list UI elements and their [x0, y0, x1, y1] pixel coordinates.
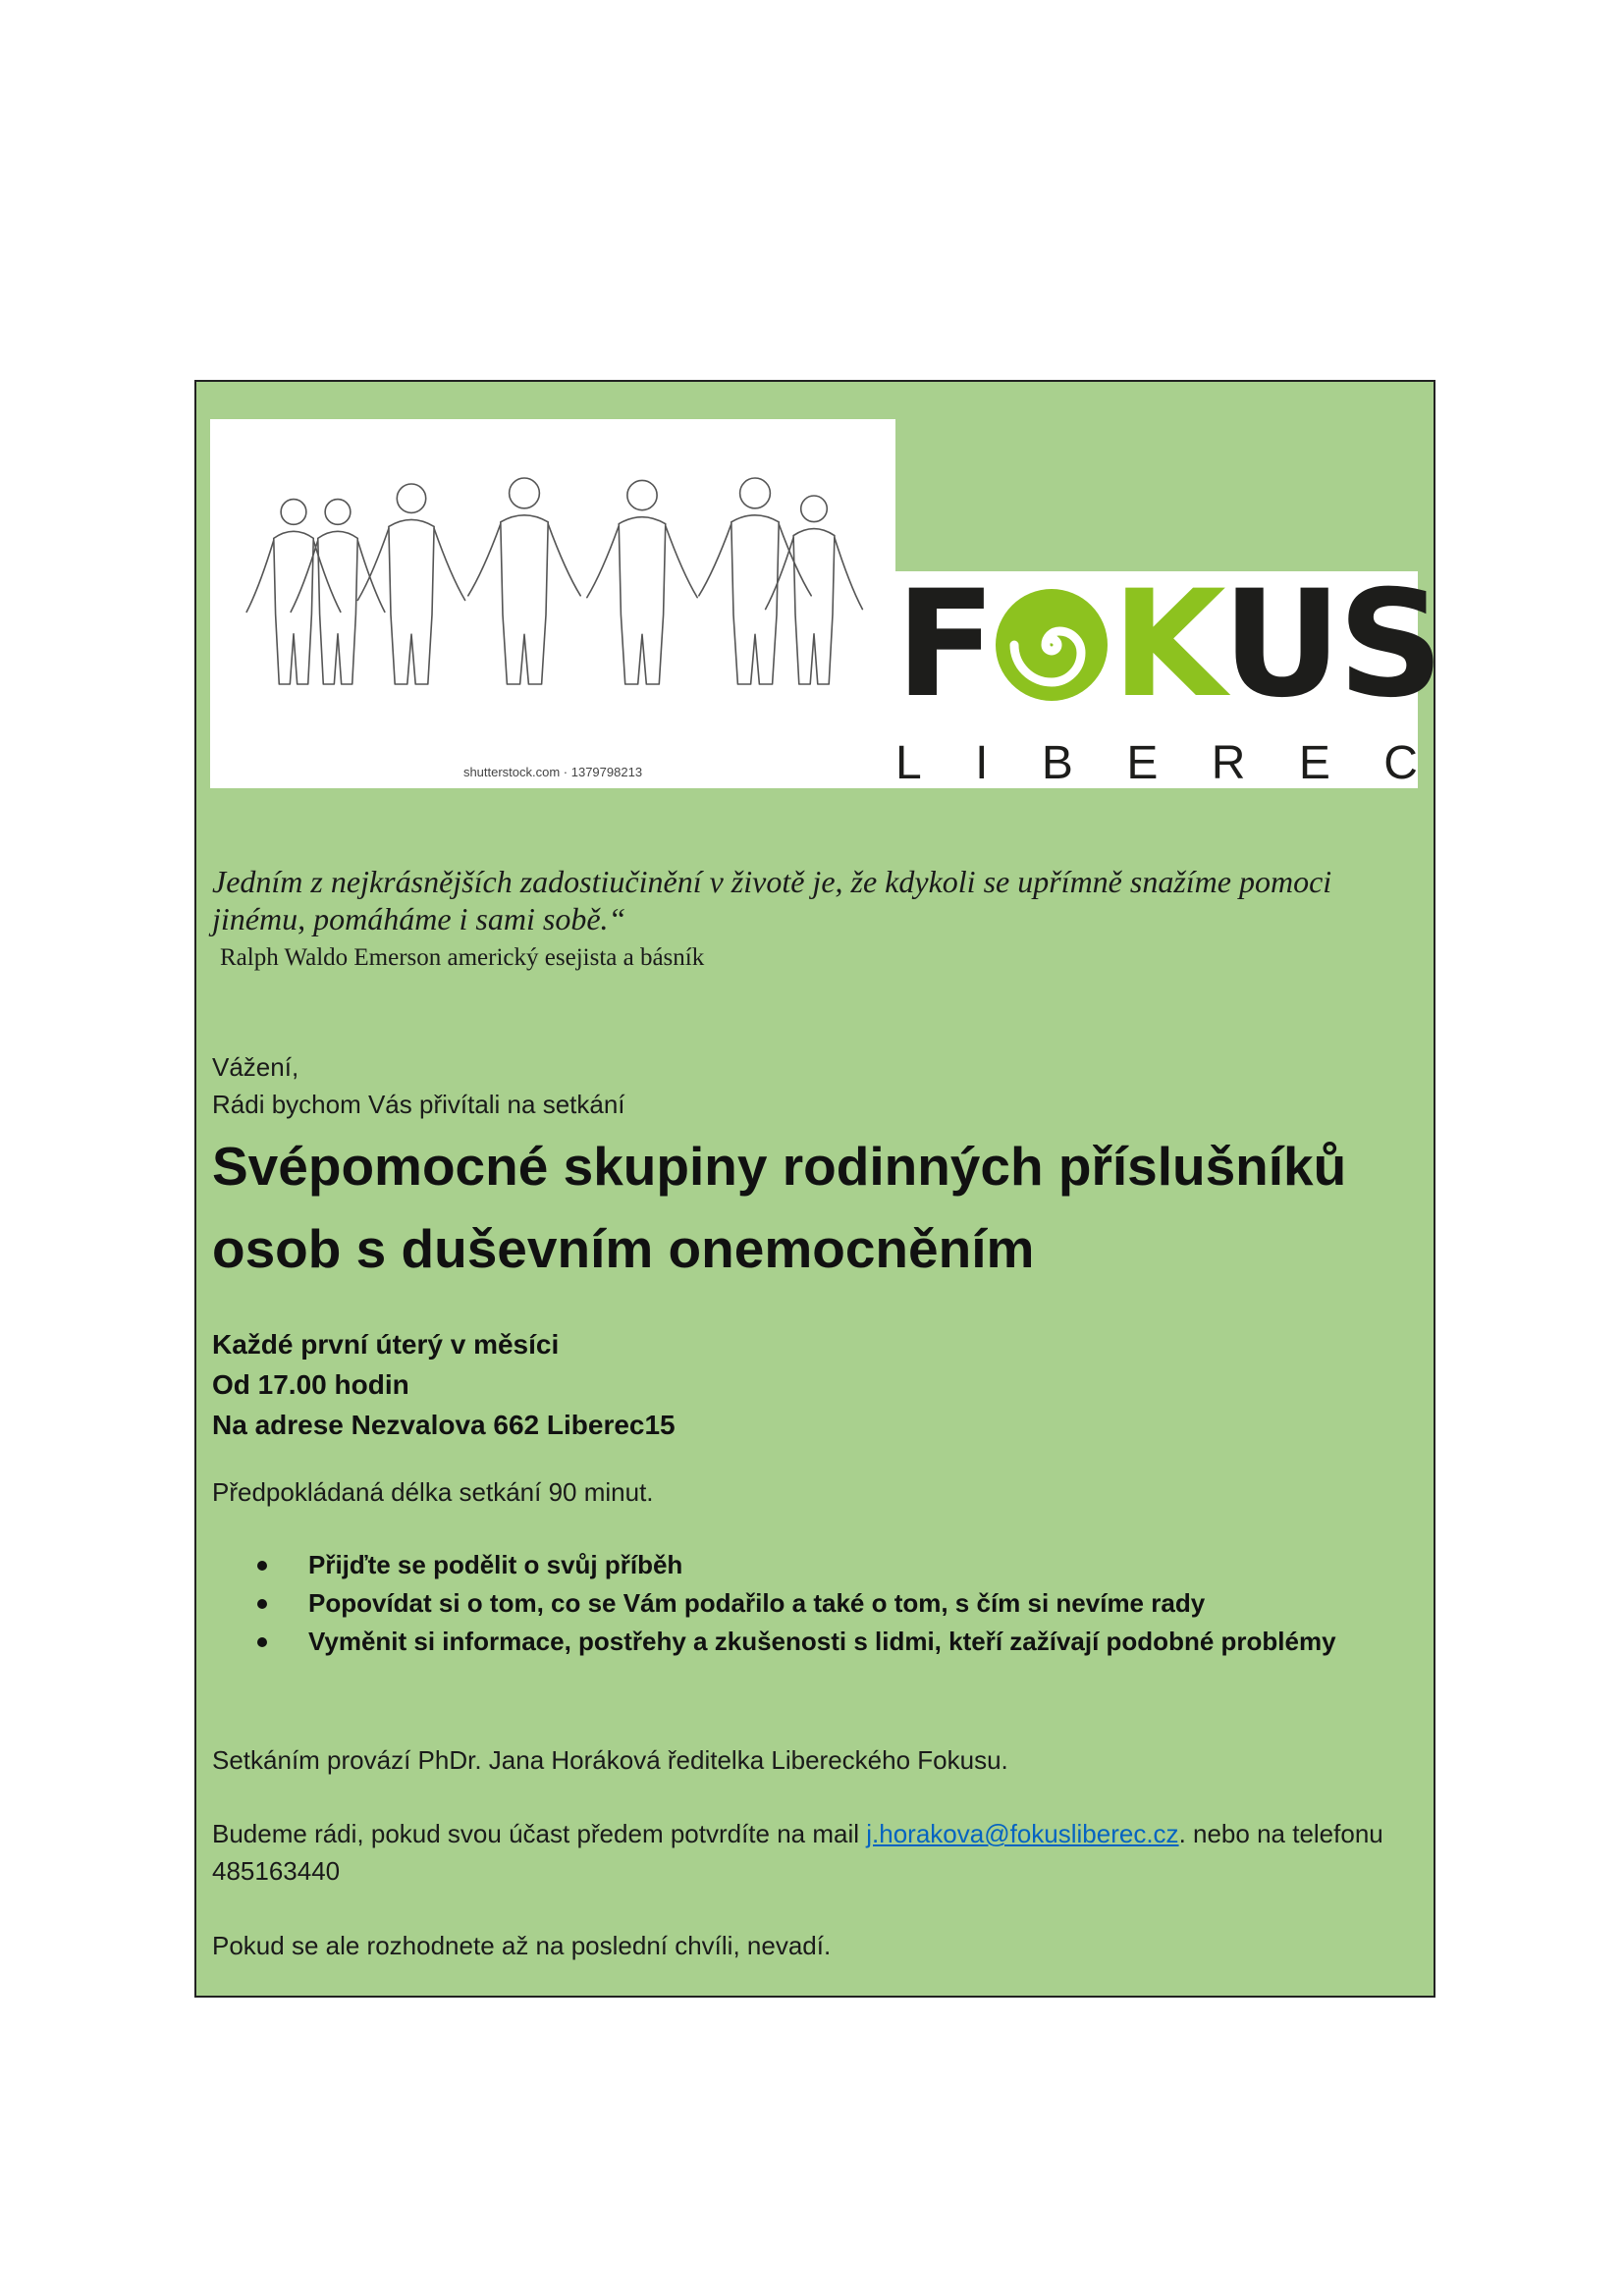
page-title	[212, 1125, 1420, 1290]
logo-city	[895, 736, 1418, 790]
person-figure	[468, 478, 580, 684]
closing-text: Pokud se ale rozhodnete až na poslední chvíli, nevadí.	[212, 1931, 832, 1960]
meeting-time: Od 17.00 hodin	[212, 1369, 409, 1400]
contact-after: . nebo na telefonu 485163440	[212, 1819, 1383, 1886]
logo-city-letter: B	[1041, 737, 1073, 789]
title-line-1: Svépomocné skupiny rodinných příslušníků	[212, 1136, 1347, 1197]
logo-city-letter: E	[1298, 737, 1330, 789]
salutation: Vážení,	[212, 1052, 299, 1082]
contact-text	[212, 1815, 1410, 1890]
poster	[194, 380, 1440, 1998]
fokus-liberec-logo	[895, 560, 1440, 789]
list-item	[257, 1546, 1336, 1584]
logo-letter-f: F	[895, 560, 993, 730]
bullet-icon	[257, 1599, 267, 1609]
bullet-icon	[257, 1561, 267, 1571]
logo-city-letter: L	[895, 737, 922, 789]
bullet-list	[257, 1546, 1336, 1661]
quote-author: Ralph Waldo Emerson americký esejista a básník	[220, 944, 705, 971]
title-line-2: osob s duševním onemocněním	[212, 1218, 1035, 1279]
logo-city-letter: R	[1211, 737, 1246, 789]
logo-city-letter: E	[1126, 737, 1159, 789]
logo-city-letter: C	[1383, 737, 1418, 789]
person-figure	[291, 500, 385, 684]
invitation-line: Rádi bychom Vás přivítali na setkání	[212, 1090, 625, 1119]
person-figure	[357, 484, 464, 684]
quote-text: Jedním z nejkrásnějších zadostiučinění v životě je, že kdykoli se upřímně snažíme pomoci jinému, pomáháme i sami sobě.“	[212, 864, 1332, 936]
logo-wordmark	[895, 560, 1440, 730]
logo-letters-us: US	[1221, 560, 1440, 730]
spiral-icon	[994, 587, 1110, 703]
meeting-address: Na adrese Nezvalova 662 Liberec15	[212, 1410, 676, 1440]
email-link[interactable]: j.horakova@fokusliberec.cz	[866, 1819, 1179, 1848]
meeting-info	[212, 1324, 676, 1445]
list-item	[257, 1623, 1336, 1661]
person-figure	[587, 480, 697, 684]
list-item-text: Popovídat si o tom, co se Vám podařilo a také o tom, s čím si nevíme rady	[308, 1588, 1206, 1618]
bullet-icon	[257, 1637, 267, 1647]
list-item-text: Přijďte se podělit o svůj příběh	[308, 1550, 683, 1579]
people-illustration	[210, 419, 895, 788]
meeting-length: Předpokládaná délka setkání 90 minut.	[212, 1477, 654, 1507]
contact-before: Budeme rádi, pokud svou účast předem potvrdíte na mail	[212, 1819, 867, 1848]
image-watermark: shutterstock.com · 1379798213	[462, 765, 643, 779]
people-holding-hands-image	[210, 419, 895, 788]
logo-city-letter: I	[975, 737, 989, 789]
person-figure	[766, 496, 863, 684]
host-text: Setkáním provází PhDr. Jana Horáková ředitelka Libereckého Fokusu.	[212, 1745, 1008, 1775]
logo-letter-k: K	[1111, 560, 1222, 730]
list-item-text: Vyměnit si informace, postřehy a zkušenosti s lidmi, kteří zažívají podobné problémy	[308, 1627, 1336, 1656]
list-item	[257, 1584, 1336, 1623]
meeting-when: Každé první úterý v měsíci	[212, 1329, 560, 1360]
person-figure	[246, 500, 341, 684]
